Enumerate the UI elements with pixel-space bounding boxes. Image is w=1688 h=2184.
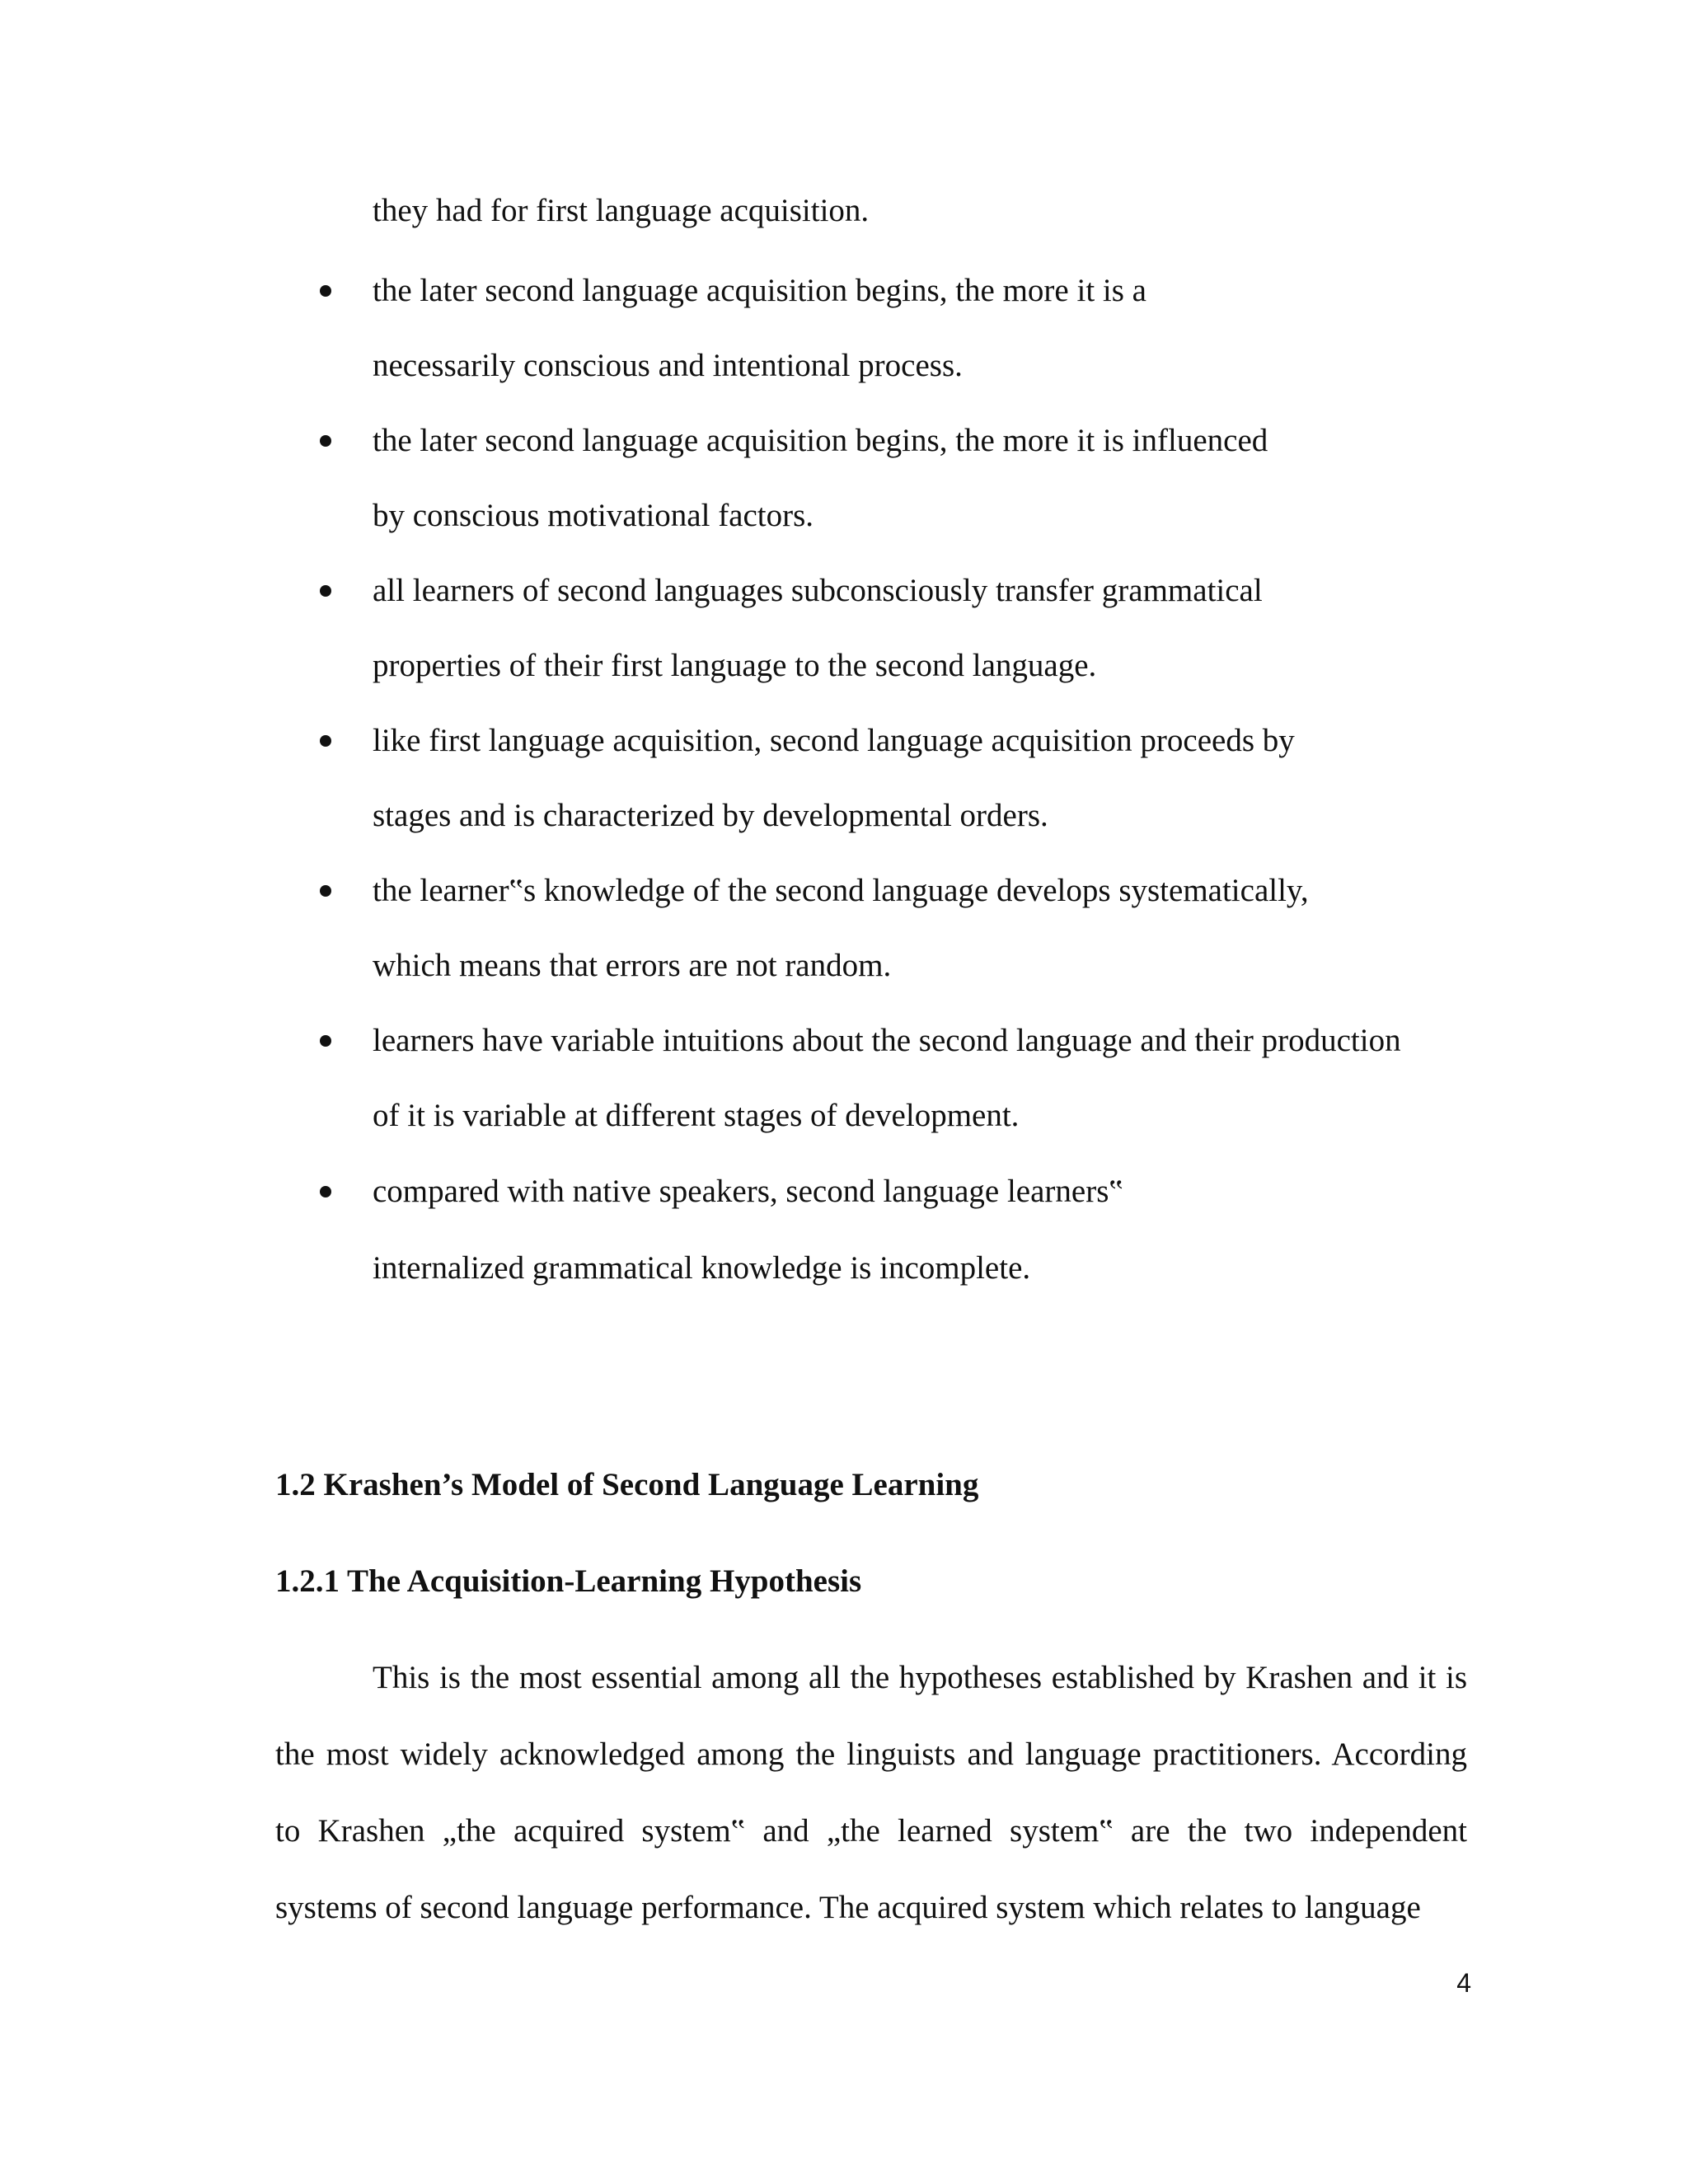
- bullet-dot-icon: [320, 885, 331, 897]
- bullet-line: of it is variable at different stages of development.: [373, 1098, 1020, 1133]
- bullet-dot-icon: [320, 1035, 331, 1047]
- bullet-line: necessarily conscious and intentional process.: [373, 348, 963, 383]
- bullet-dot-icon: [320, 735, 331, 747]
- bullet-line: the later second language acquisition begins, the more it is influenced: [373, 423, 1268, 458]
- bullet-line: which means that errors are not random.: [373, 948, 892, 983]
- paragraph-line: to Krashen „the acquired system‟ and „the learned system‟ are the two independent: [275, 1813, 1467, 1849]
- bullet-line: properties of their first language to the second language.: [373, 648, 1097, 683]
- bullet-line: learners have variable intuitions about the second language and their production: [373, 1023, 1401, 1058]
- bullet-dot-icon: [320, 435, 331, 447]
- paragraph-line: the most widely acknowledged among the linguists and language practitioners. According: [275, 1736, 1467, 1772]
- section-heading: 1.2 Krashen’s Model of Second Language Learning: [275, 1467, 979, 1502]
- page-number: 4: [1456, 1968, 1471, 1998]
- bullet-line: internalized grammatical knowledge is incomplete.: [373, 1250, 1031, 1286]
- bullet-line: by conscious motivational factors.: [373, 498, 814, 533]
- paragraph-line: systems of second language performance. The acquired system which relates to language: [275, 1890, 1421, 1925]
- bullet-line: the learner‟s knowledge of the second language develops systematically,: [373, 873, 1309, 908]
- bullet-dot-icon: [320, 585, 331, 597]
- bullet-line: the later second language acquisition begins, the more it is a: [373, 273, 1146, 308]
- bullet-line: all learners of second languages subconsciously transfer grammatical: [373, 573, 1263, 608]
- bullet-dot-icon: [320, 285, 331, 297]
- bullet-line: like first language acquisition, second language acquisition proceeds by: [373, 723, 1295, 758]
- bullet-line: compared with native speakers, second language learners‟: [373, 1174, 1123, 1209]
- continuation-line: they had for first language acquisition.: [373, 193, 870, 228]
- subsection-heading: 1.2.1 The Acquisition-Learning Hypothesis: [275, 1563, 862, 1599]
- bullet-dot-icon: [320, 1186, 331, 1197]
- bullet-line: stages and is characterized by developmental orders.: [373, 798, 1048, 833]
- paragraph-line: This is the most essential among all the hypotheses established by Krashen and it is: [373, 1660, 1467, 1695]
